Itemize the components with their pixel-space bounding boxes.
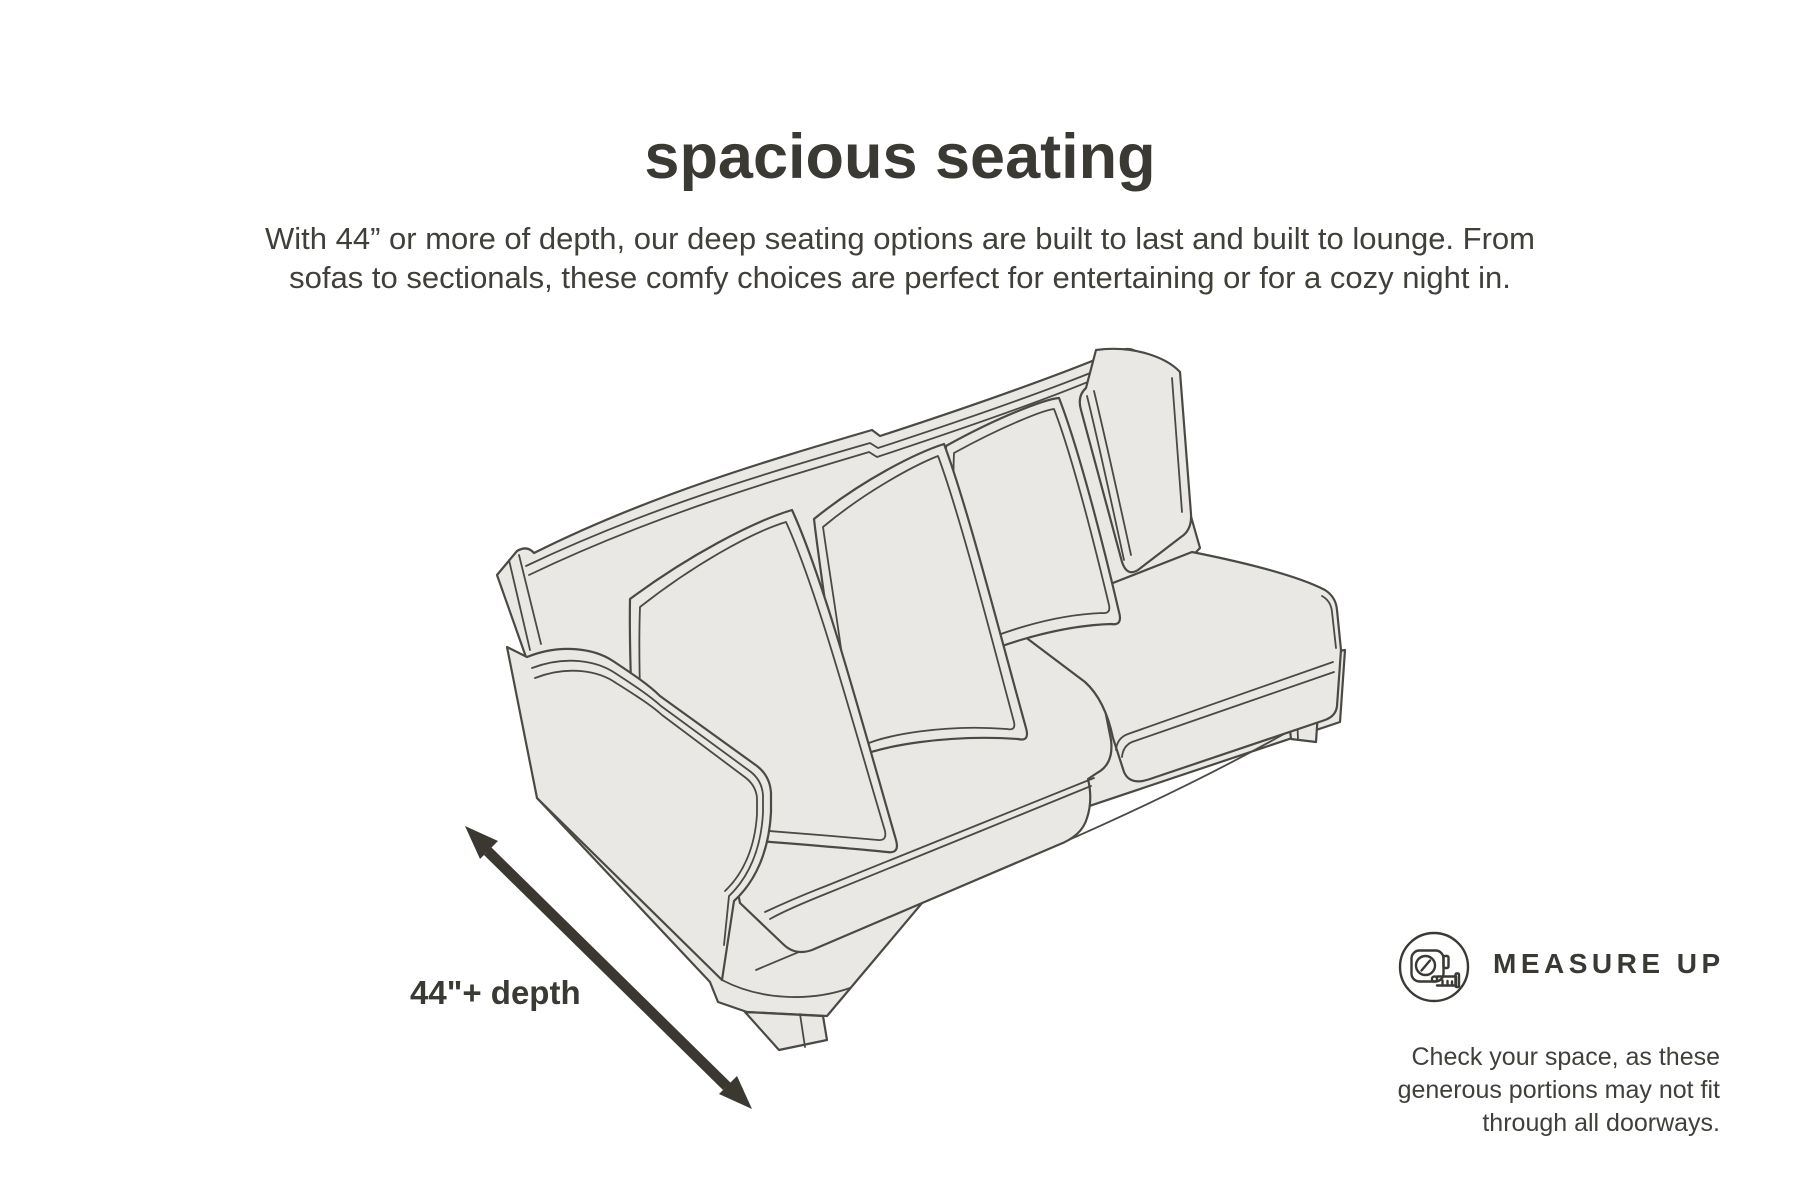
intro-line-2: sofas to sectionals, these comfy choices are perfect for entertaining or for a cozy night in. bbox=[289, 260, 1511, 295]
measure-up-note-line-1: Check your space, as these bbox=[1411, 1043, 1720, 1071]
sofa-foot-left bbox=[745, 1012, 827, 1050]
measure-up-note-line-3: through all doorways. bbox=[1482, 1109, 1720, 1137]
tape-measure-icon bbox=[1396, 929, 1472, 1005]
page-title: spacious seating bbox=[644, 122, 1156, 193]
measure-up-note bbox=[1260, 1041, 1720, 1140]
measure-up-note-line-2: generous portions may not fit bbox=[1397, 1076, 1720, 1104]
measure-up-heading: MEASURE UP bbox=[1493, 948, 1725, 979]
intro-line-1: With 44” or more of depth, our deep seating options are built to last and built to lounge. From bbox=[264, 221, 1535, 256]
depth-dimension-label: 44"+ depth bbox=[410, 974, 581, 1011]
